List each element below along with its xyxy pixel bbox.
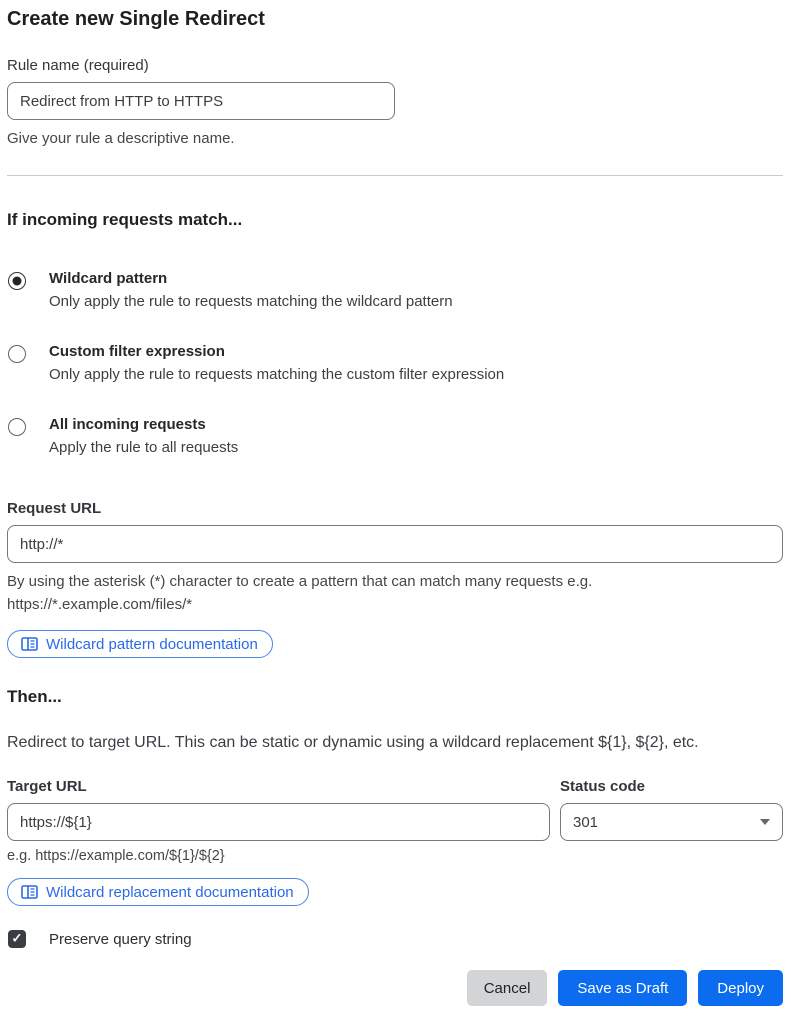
- request-url-help-line2: https://*.example.com/files/*: [7, 596, 193, 613]
- status-code-label: Status code: [560, 778, 646, 795]
- radio-description: Apply the rule to all requests: [49, 439, 239, 456]
- cancel-button[interactable]: Cancel: [467, 970, 548, 1006]
- radio-icon[interactable]: [8, 272, 26, 290]
- rule-name-input[interactable]: [7, 82, 395, 120]
- radio-option-all-incoming-requests[interactable]: [7, 416, 783, 456]
- rule-name-label: Rule name (required): [7, 57, 149, 74]
- then-section-heading: Then...: [7, 687, 62, 706]
- radio-description: Only apply the rule to requests matching the wildcard pattern: [49, 293, 453, 310]
- request-url-help-line1: By using the asterisk (*) character to create a pattern that can match many requests e.g.: [7, 573, 593, 590]
- wildcard-pattern-docs-button[interactable]: [7, 630, 273, 658]
- radio-option-custom-filter-expression[interactable]: [7, 343, 783, 383]
- doc-button-label: Wildcard pattern documentation: [46, 635, 258, 653]
- checkbox-icon[interactable]: [8, 930, 26, 948]
- then-description: Redirect to target URL. This can be static or dynamic using a wildcard replacement ${1}, ${2}, etc.: [7, 734, 699, 751]
- open-book-icon: [21, 885, 38, 899]
- radio-label: All incoming requests: [49, 416, 206, 433]
- deploy-button[interactable]: Deploy: [698, 970, 783, 1006]
- form-footer: [7, 970, 783, 1006]
- section-divider: [7, 175, 783, 176]
- request-url-label: Request URL: [7, 500, 102, 517]
- doc-button-label: Wildcard replacement documentation: [46, 883, 294, 901]
- target-url-status-row: [7, 778, 783, 864]
- request-url-help: [7, 570, 783, 616]
- radio-label: Custom filter expression: [49, 343, 225, 360]
- preserve-query-string-label: Preserve query string: [49, 930, 192, 948]
- match-section-heading: If incoming requests match...: [7, 210, 243, 229]
- rule-name-help: Give your rule a descriptive name.: [7, 130, 235, 147]
- wildcard-replacement-docs-button[interactable]: [7, 878, 309, 906]
- chevron-down-icon: [760, 819, 770, 825]
- radio-label: Wildcard pattern: [49, 270, 168, 287]
- radio-description: Only apply the rule to requests matching the custom filter expression: [49, 366, 505, 383]
- radio-icon[interactable]: [8, 345, 26, 363]
- page-title: Create new Single Redirect: [7, 8, 265, 30]
- preserve-query-string-row[interactable]: [7, 930, 783, 948]
- status-code-value: 301: [573, 813, 599, 831]
- match-type-radio-group: [7, 270, 783, 456]
- open-book-icon: [21, 637, 38, 651]
- radio-option-wildcard-pattern[interactable]: [7, 270, 783, 310]
- target-url-example: e.g. https://example.com/${1}/${2}: [7, 848, 225, 864]
- radio-icon[interactable]: [8, 418, 26, 436]
- status-code-select[interactable]: [560, 803, 783, 841]
- request-url-input[interactable]: [7, 525, 783, 563]
- target-url-input[interactable]: [7, 803, 550, 841]
- target-url-label: Target URL: [7, 778, 87, 795]
- save-as-draft-button[interactable]: Save as Draft: [558, 970, 687, 1006]
